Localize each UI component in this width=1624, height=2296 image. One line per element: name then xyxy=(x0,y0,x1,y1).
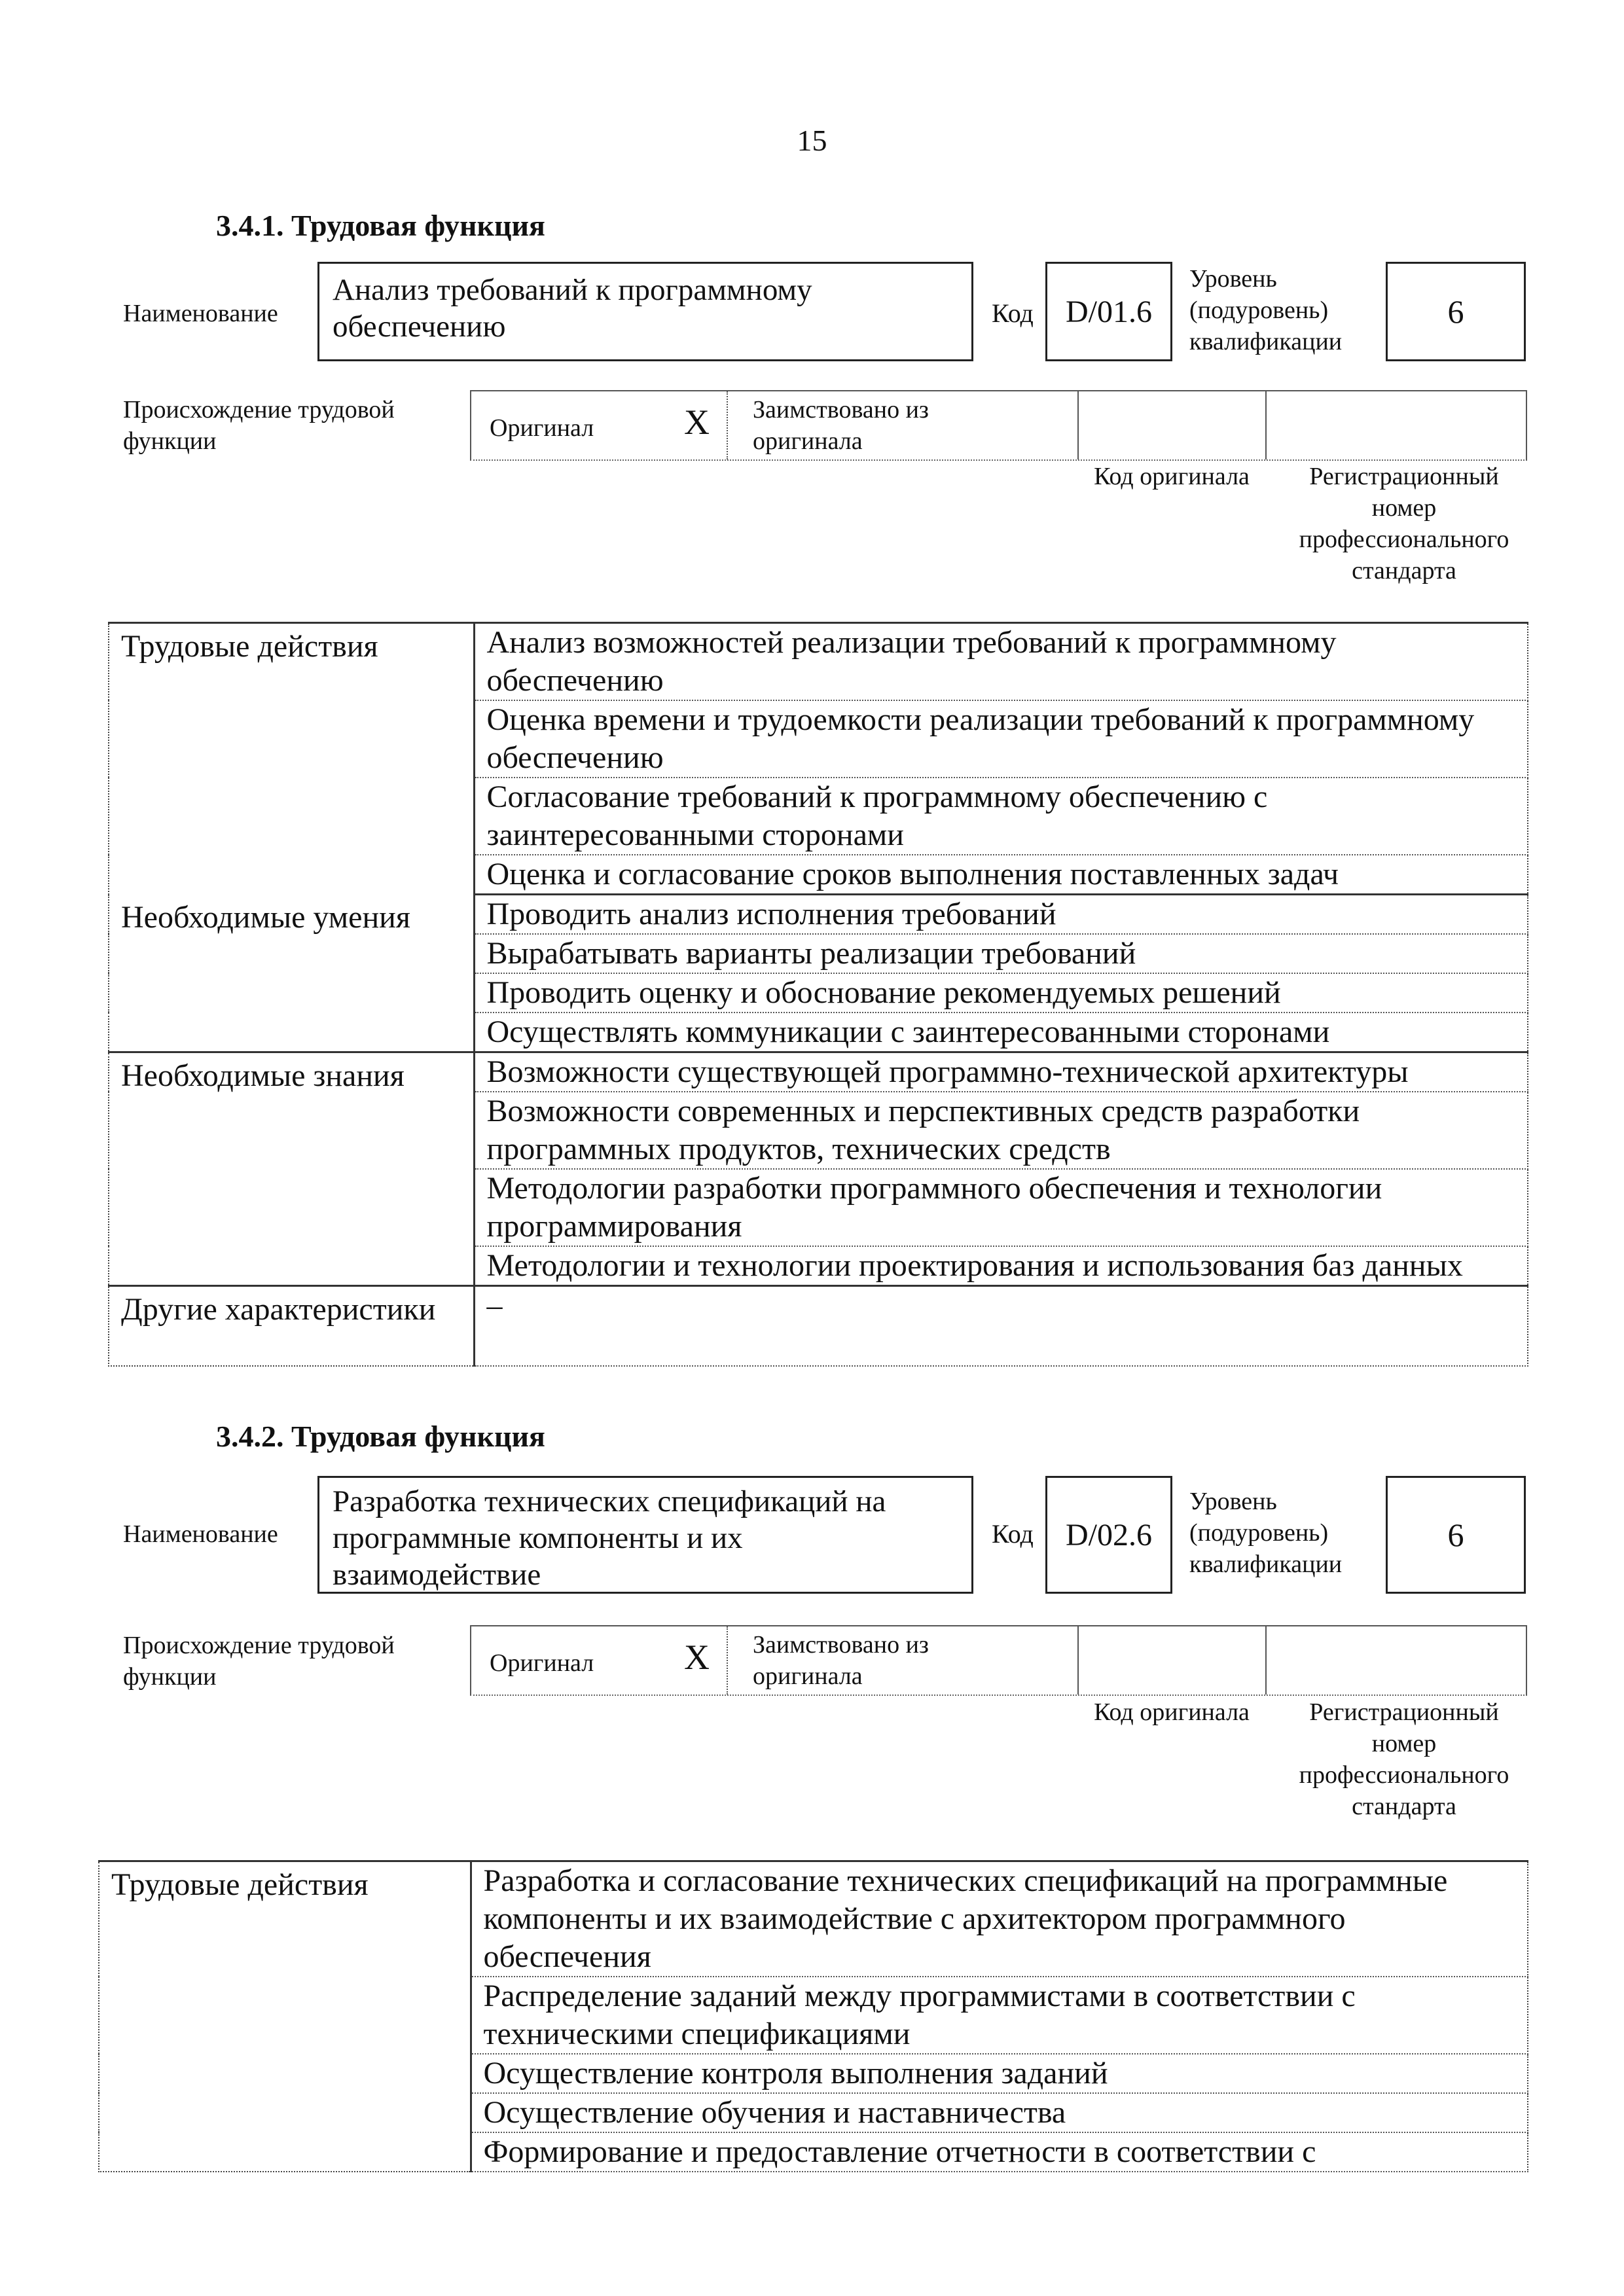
function-table xyxy=(98,1860,1528,2172)
table-row: Оценка и согласование сроков выполнения поставленных задач xyxy=(474,855,1528,895)
section-title: 3.4.2. Трудовая функция xyxy=(216,1420,545,1453)
origin-original: Оригинал xyxy=(490,1649,594,1677)
origin-mark: X xyxy=(684,1638,710,1677)
origin-mark: X xyxy=(684,403,710,442)
qualification-level-box xyxy=(1386,262,1526,361)
level-label: Уровень (подуровень) квалификации xyxy=(1189,265,1343,355)
row-label: Трудовые действия xyxy=(109,623,474,895)
qualification-level: 6 xyxy=(1447,293,1464,330)
table-row: – xyxy=(474,1286,1528,1366)
function-name-box xyxy=(317,262,973,361)
function-table xyxy=(108,622,1528,1367)
origin-table xyxy=(470,1625,1527,1696)
origin-reg-caption: Регистрационный номер профессионального стандарта xyxy=(1299,463,1509,584)
table-row: Возможности существующей программно-технической архитектуры xyxy=(474,1052,1528,1092)
table-row: Формирование и предоставление отчетности в соответствии с xyxy=(471,2132,1528,2172)
page-number: 15 xyxy=(797,124,827,157)
row-label: Необходимые умения xyxy=(109,895,474,1052)
row-label: Другие характеристики xyxy=(109,1286,474,1366)
function-code-box xyxy=(1045,1476,1172,1594)
function-name-box xyxy=(317,1476,973,1594)
table-row: Проводить оценку и обоснование рекомендуемых решений xyxy=(474,973,1528,1013)
origin-original: Оригинал xyxy=(490,414,594,442)
table-row: Возможности современных и перспективных средств разработки программных продуктов, технических средств xyxy=(474,1092,1528,1169)
function-code-box xyxy=(1045,262,1172,361)
origin-label: Происхождение трудовой функции xyxy=(123,1632,395,1691)
table-row: Разработка и согласование технических спецификаций на программные компоненты и их взаимодействие с архитектором программного обеспечения xyxy=(471,1861,1528,1977)
function-code: D/02.6 xyxy=(1066,1517,1152,1552)
level-label: Уровень (подуровень) квалификации xyxy=(1189,1488,1343,1578)
table-row: Согласование требований к программному обеспечению с заинтересованными сторонами xyxy=(474,778,1528,855)
code-label: Код xyxy=(992,1519,1034,1549)
origin-label: Происхождение трудовой функции xyxy=(123,396,395,455)
table-row: Оценка времени и трудоемкости реализации требований к программному обеспечению xyxy=(474,700,1528,778)
name-label: Наименование xyxy=(123,1520,278,1548)
row-label: Необходимые знания xyxy=(109,1052,474,1286)
code-label: Код xyxy=(992,298,1034,328)
table-row: Проводить анализ исполнения требований xyxy=(474,895,1528,935)
origin-code-caption: Код оригинала xyxy=(1094,463,1250,490)
name-label: Наименование xyxy=(123,300,278,327)
function-name: Разработка технических спецификаций на программные компоненты и их взаимодействие xyxy=(333,1484,886,1592)
origin-code-caption: Код оригинала xyxy=(1094,1698,1250,1726)
function-code: D/01.6 xyxy=(1066,294,1152,329)
table-row: Методологии разработки программного обеспечения и технологии программирования xyxy=(474,1169,1528,1246)
table-row: Осуществление контроля выполнения заданий xyxy=(471,2054,1528,2093)
table-row: Осуществление обучения и наставничества xyxy=(471,2093,1528,2132)
origin-borrowed: Заимствовано из оригинала xyxy=(753,1631,929,1690)
origin-reg-caption: Регистрационный номер профессионального стандарта xyxy=(1299,1698,1509,1820)
function-name: Анализ требований к программному обеспечению xyxy=(333,273,812,344)
origin-borrowed: Заимствовано из оригинала xyxy=(753,396,929,455)
table-row: Вырабатывать варианты реализации требований xyxy=(474,934,1528,973)
table-row: Анализ возможностей реализации требований к программному обеспечению xyxy=(474,623,1528,701)
qualification-level-box xyxy=(1386,1476,1526,1594)
table-row: Распределение заданий между программистами в соответствии с техническими спецификациями xyxy=(471,1977,1528,2054)
section-title: 3.4.1. Трудовая функция xyxy=(216,209,545,242)
origin-table xyxy=(470,390,1527,461)
qualification-level: 6 xyxy=(1447,1516,1464,1553)
table-row: Методологии и технологии проектирования и использования баз данных xyxy=(474,1246,1528,1286)
table-row: Осуществлять коммуникации с заинтересованными сторонами xyxy=(474,1013,1528,1052)
row-label: Трудовые действия xyxy=(99,1861,471,2172)
